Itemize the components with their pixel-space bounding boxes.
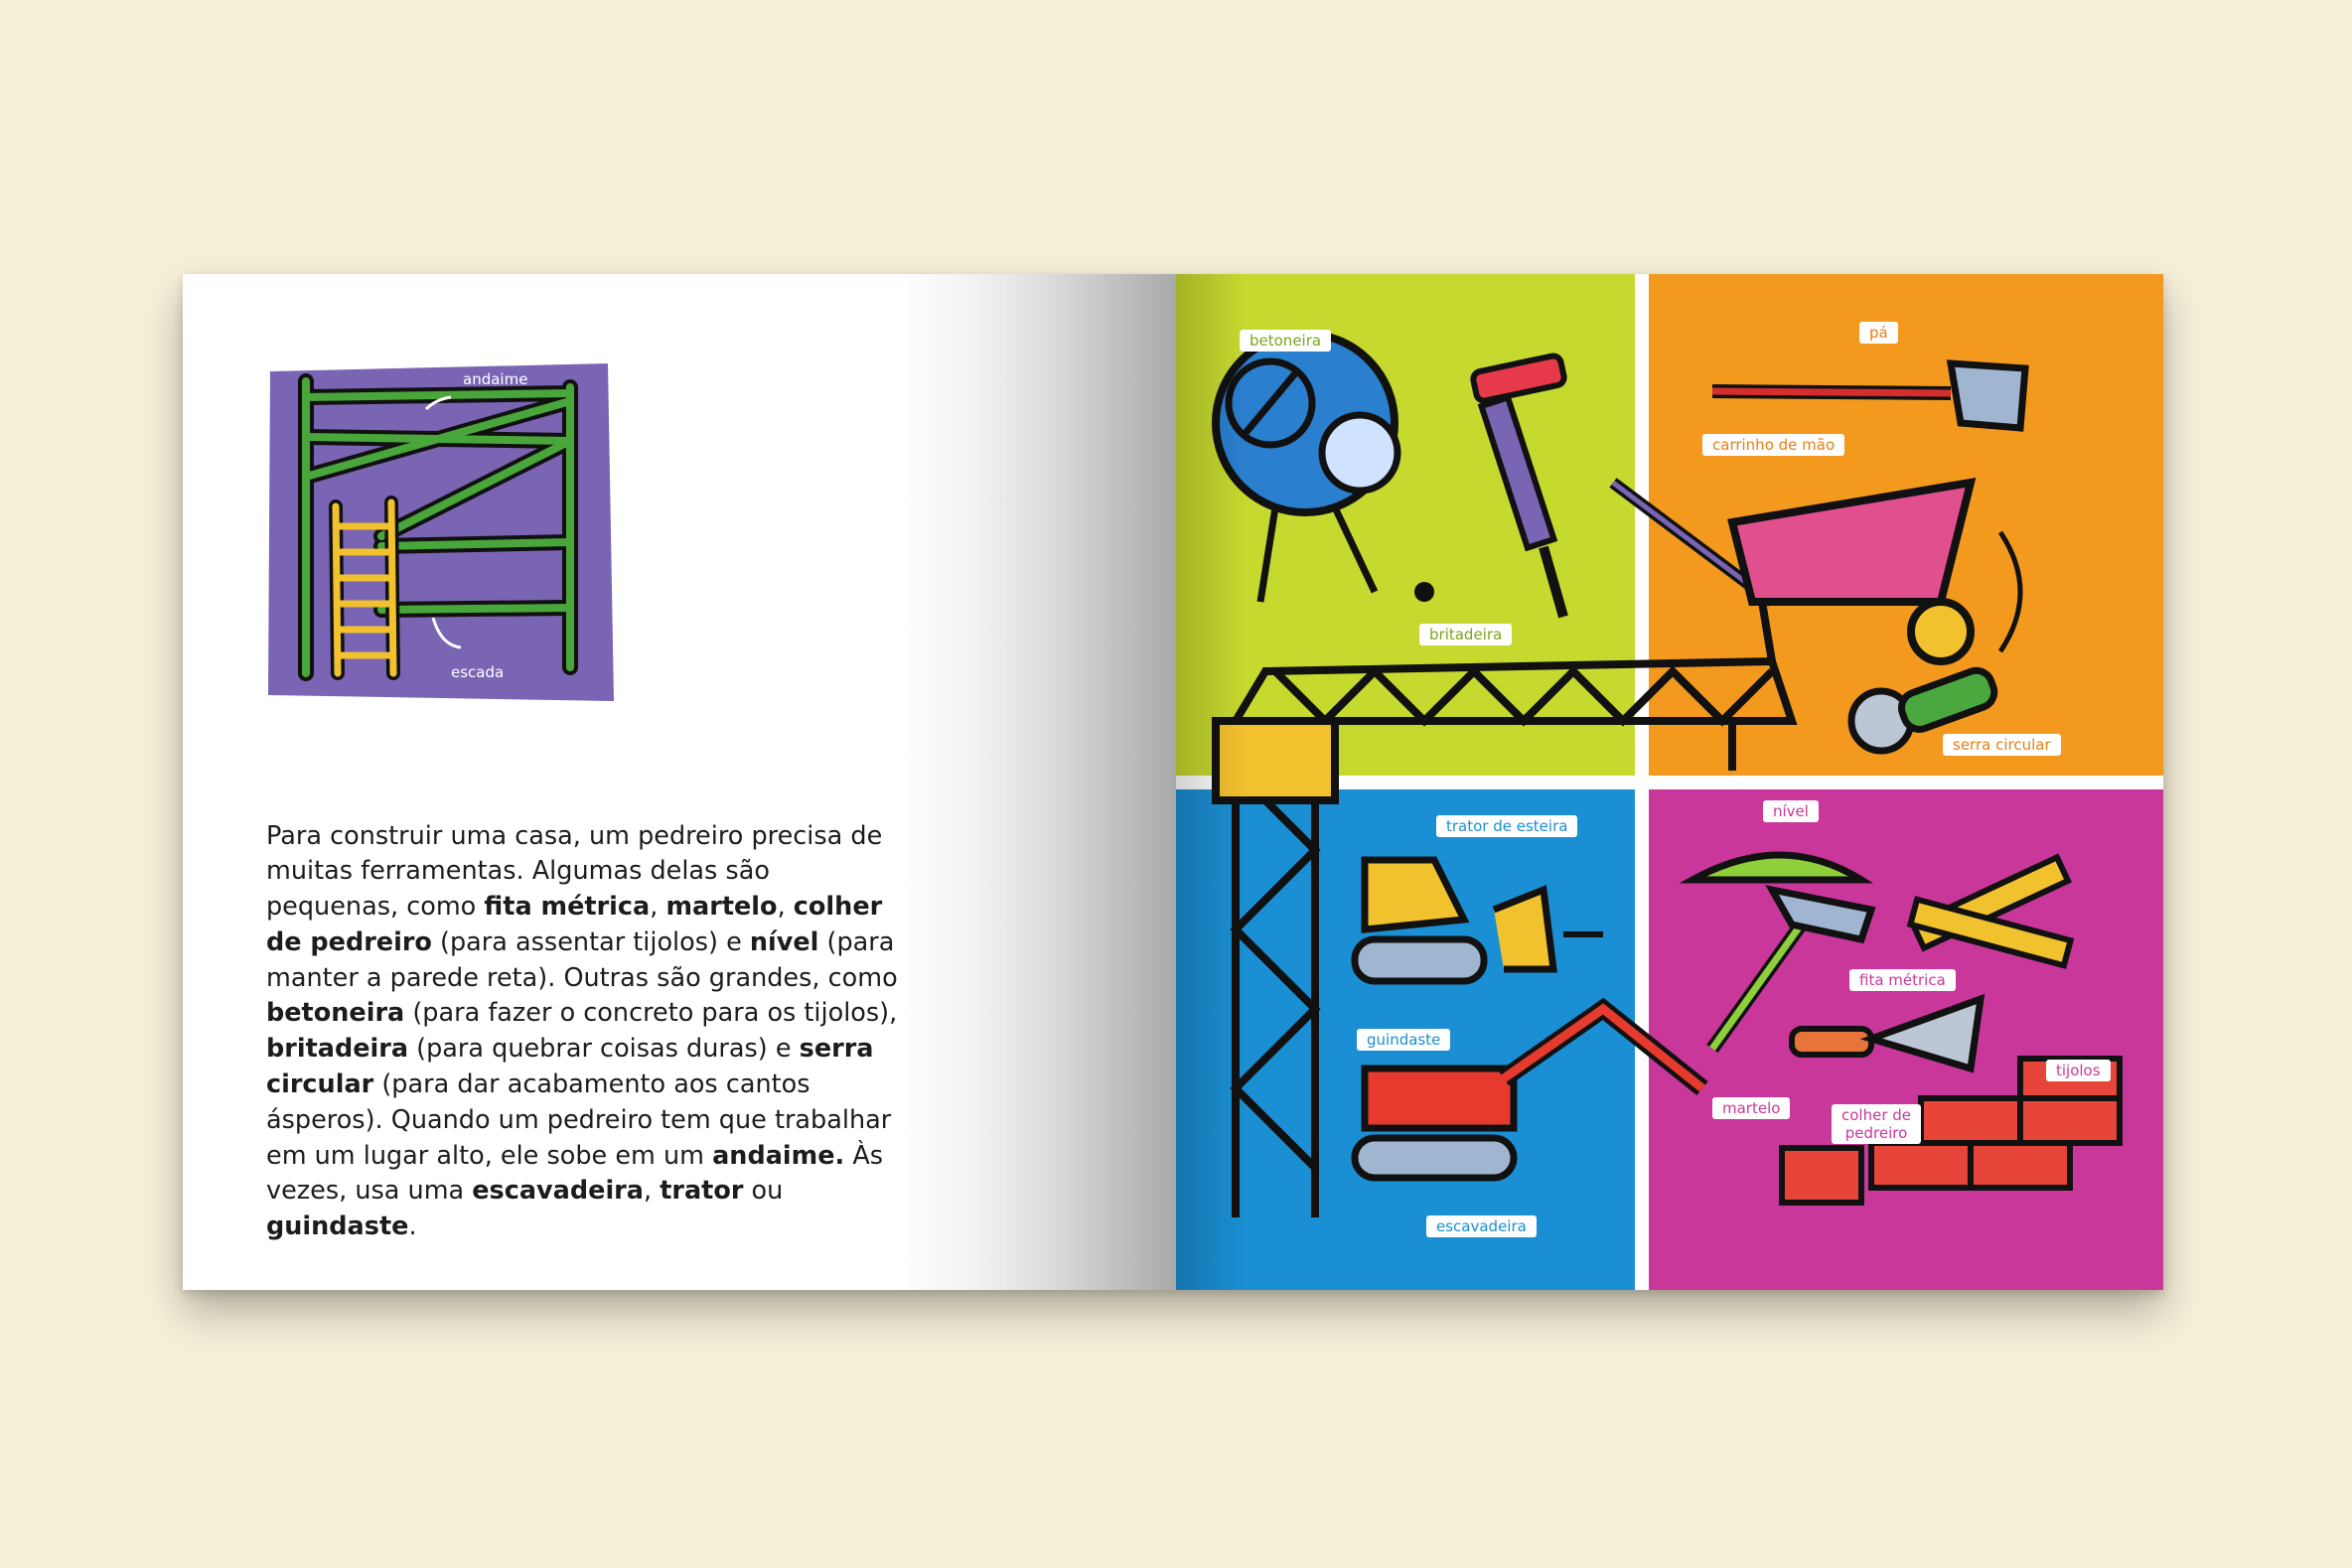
bold-term: britadeira bbox=[266, 1034, 409, 1065]
text-run: Às vezes, usa uma bbox=[266, 1140, 884, 1207]
label-fita-metrica: fita métrica bbox=[1849, 969, 1956, 991]
label-martelo: martelo bbox=[1712, 1097, 1790, 1119]
bold-term: colher de pedreiro bbox=[266, 892, 883, 957]
bold-term: nível bbox=[749, 927, 819, 957]
text-run: Para construir uma casa, um pedreiro precisa de muitas ferramentas. Algumas delas são pequenas, como bbox=[266, 820, 883, 923]
label-nivel: nível bbox=[1763, 800, 1819, 822]
text-run: (para assentar tijolos) e bbox=[431, 927, 750, 957]
book-spread bbox=[183, 274, 2163, 1290]
label-guindaste: guindaste bbox=[1357, 1029, 1450, 1051]
bold-term: trator bbox=[660, 1176, 744, 1207]
label-pa: pá bbox=[1859, 322, 1898, 344]
text-run: . bbox=[408, 1212, 417, 1242]
bold-term: serra circular bbox=[266, 1034, 874, 1100]
bold-term: martelo bbox=[665, 892, 778, 923]
label-betoneira: betoneira bbox=[1240, 330, 1331, 352]
body-paragraph bbox=[266, 819, 902, 1246]
label-trator-de-esteira: trator de esteira bbox=[1436, 815, 1577, 837]
text-run: ou bbox=[743, 1176, 784, 1207]
text-run: , bbox=[650, 892, 666, 923]
label-escavadeira: escavadeira bbox=[1426, 1215, 1537, 1237]
text-run: (para manter a parede reta). Outras são grandes, como bbox=[266, 927, 898, 993]
label-serra-circular: serra circular bbox=[1943, 734, 2061, 756]
tools-illustration bbox=[1176, 274, 2163, 1290]
label-andaime: andaime bbox=[463, 370, 528, 388]
purple-paint-swatch bbox=[268, 363, 614, 701]
text-run: , bbox=[777, 892, 794, 923]
right-page bbox=[1176, 274, 2163, 1290]
bold-term: fita métrica bbox=[484, 892, 651, 923]
label-colher-line1: colher de bbox=[1841, 1106, 1912, 1124]
text-run: (para quebrar coisas duras) e bbox=[408, 1034, 800, 1065]
bold-term: betoneira bbox=[266, 998, 405, 1029]
bold-term: escavadeira bbox=[472, 1176, 644, 1207]
label-colher-line2: pedreiro bbox=[1844, 1124, 1908, 1142]
bold-term: guindaste bbox=[266, 1212, 409, 1242]
text-run: , bbox=[643, 1176, 661, 1207]
label-colher-de-pedreiro bbox=[1832, 1104, 1921, 1144]
left-page bbox=[183, 274, 1176, 1290]
label-tijolos: tijolos bbox=[2046, 1060, 2111, 1081]
text-run: (para dar acabamento aos cantos ásperos). Quando um pedreiro tem que trabalhar em um lugar alto, ele sobe em um bbox=[266, 1069, 892, 1171]
label-carrinho-de-mao: carrinho de mão bbox=[1702, 434, 1844, 456]
label-escada: escada bbox=[451, 663, 505, 681]
label-britadeira: britadeira bbox=[1419, 624, 1512, 645]
text-run: (para fazer o concreto para os tijolos), bbox=[404, 998, 898, 1029]
bold-term: andaime. bbox=[712, 1140, 845, 1171]
scaffold-illustration bbox=[262, 357, 618, 707]
